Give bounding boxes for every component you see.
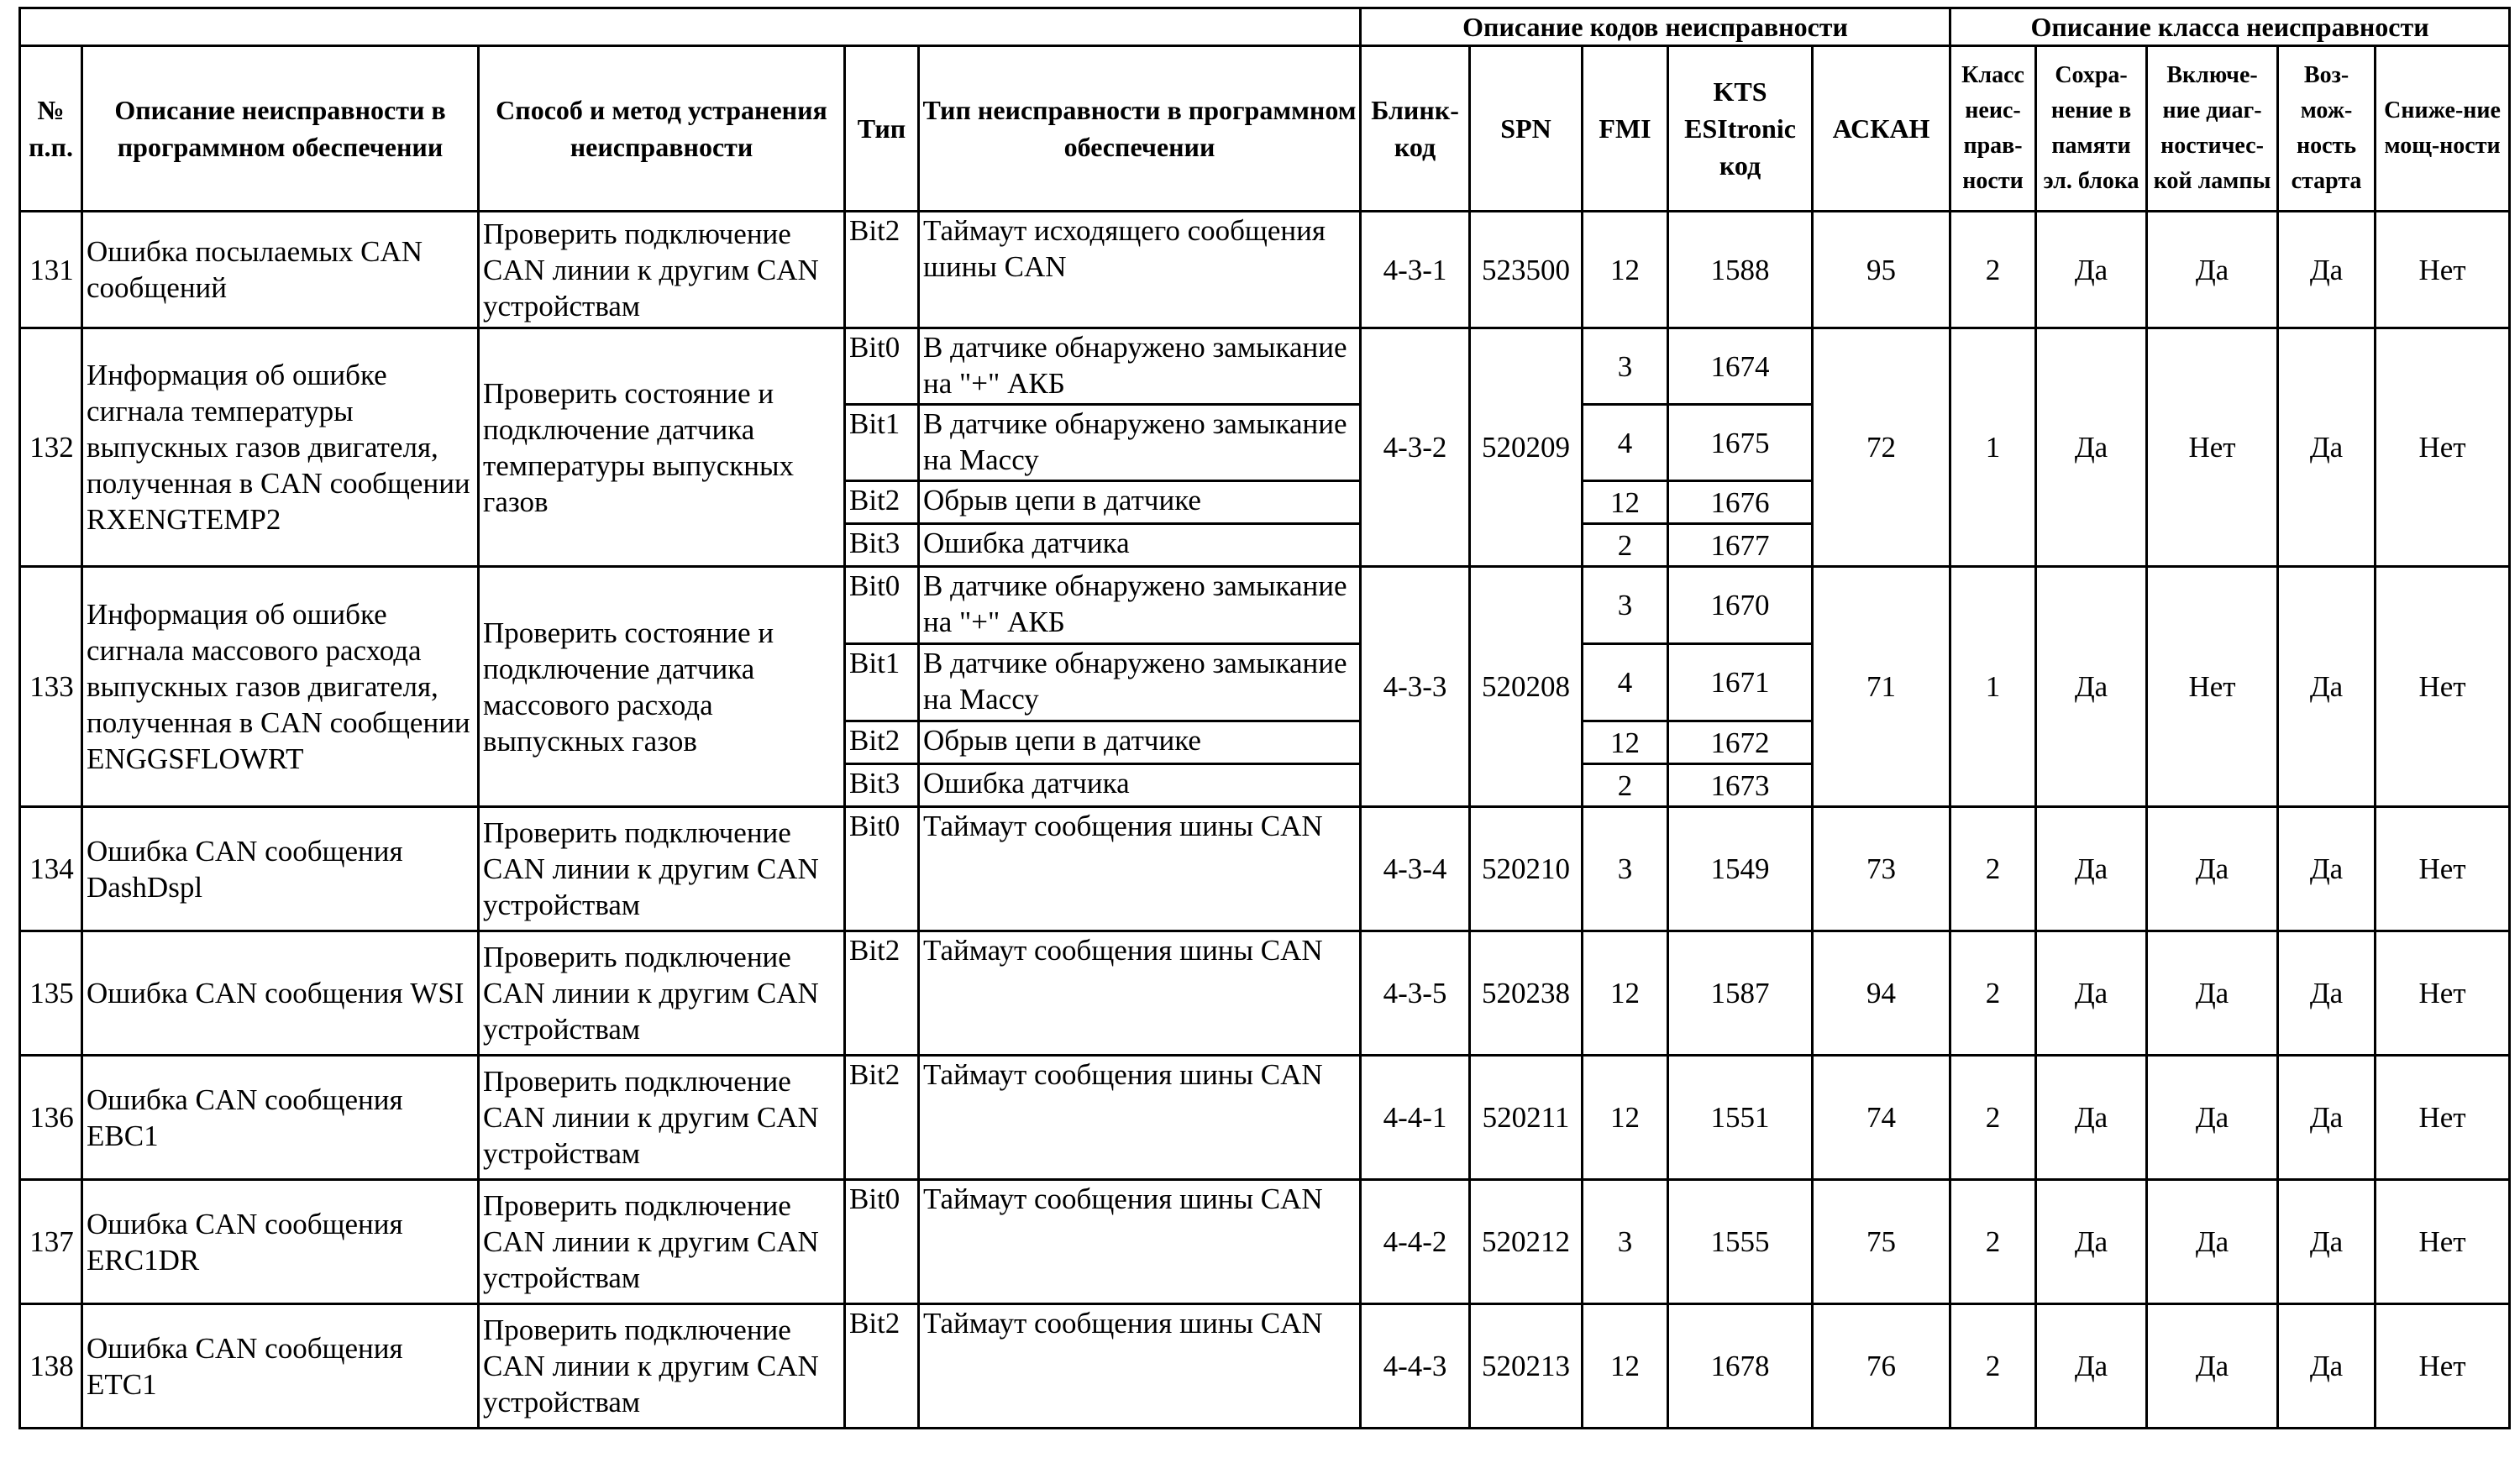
group-header-codes: Описание кодов неисправности <box>1361 8 1950 46</box>
blink-code: 4-3-2 <box>1361 328 1470 567</box>
memory-flag: Да <box>2036 567 2147 807</box>
blink-code: 4-4-1 <box>1361 1056 1470 1180</box>
col-header-start: Воз-мож-ность старта <box>2278 46 2376 212</box>
start-flag: Да <box>2278 1056 2376 1180</box>
fault-type: Таймаут сообщения шины CAN <box>919 1180 1361 1304</box>
col-header-fmi: FMI <box>1583 46 1668 212</box>
power-flag: Нет <box>2376 807 2510 931</box>
row-number: 136 <box>20 1056 82 1180</box>
fault-description: Информация об ошибке сигнала температуры выпускных газов двигателя, полученная в CAN сообщении RXENGTEMP2 <box>82 328 479 567</box>
fault-class: 2 <box>1950 1304 2036 1429</box>
blink-code: 4-3-3 <box>1361 567 1470 807</box>
fix-method: Проверить состояние и подключение датчика температуры выпускных газов <box>479 328 845 567</box>
group-header-empty <box>20 8 1361 46</box>
kts-code: 1555 <box>1668 1180 1813 1304</box>
askan-code: 72 <box>1813 328 1950 567</box>
fault-type: В датчике обнаружено замыкание на "+" АКБ <box>919 328 1361 405</box>
power-flag: Нет <box>2376 1180 2510 1304</box>
start-flag: Да <box>2278 1304 2376 1429</box>
start-flag: Да <box>2278 931 2376 1056</box>
memory-flag: Да <box>2036 328 2147 567</box>
fmi-code: 2 <box>1583 764 1668 807</box>
column-header-row <box>20 46 2510 212</box>
bit-type: Bit3 <box>845 764 919 807</box>
bit-type: Bit0 <box>845 1180 919 1304</box>
fmi-code: 3 <box>1583 1180 1668 1304</box>
askan-code: 94 <box>1813 931 1950 1056</box>
memory-flag: Да <box>2036 807 2147 931</box>
spn-code: 520210 <box>1470 807 1583 931</box>
fault-description: Информация об ошибке сигнала массового расхода выпускных газов двигателя, полученная в CAN сообщении ENGGSFLOWRT <box>82 567 479 807</box>
fault-type: Ошибка датчика <box>919 764 1361 807</box>
memory-flag: Да <box>2036 931 2147 1056</box>
fmi-code: 12 <box>1583 481 1668 524</box>
kts-code: 1587 <box>1668 931 1813 1056</box>
fix-method: Проверить подключение CAN линии к другим CAN устройствам <box>479 807 845 931</box>
fault-type: Таймаут сообщения шины CAN <box>919 1056 1361 1180</box>
col-header-blink: Блинк-код <box>1361 46 1470 212</box>
start-flag: Да <box>2278 212 2376 328</box>
fmi-code: 12 <box>1583 1056 1668 1180</box>
askan-code: 73 <box>1813 807 1950 931</box>
row-number: 132 <box>20 328 82 567</box>
table-row <box>20 1056 2510 1180</box>
fault-type: В датчике обнаружено замыкание на Массу <box>919 644 1361 721</box>
lamp-flag: Да <box>2147 212 2278 328</box>
col-header-num: № п.п. <box>20 46 82 212</box>
askan-code: 75 <box>1813 1180 1950 1304</box>
fmi-code: 3 <box>1583 807 1668 931</box>
lamp-flag: Да <box>2147 807 2278 931</box>
bit-type: Bit2 <box>845 1056 919 1180</box>
start-flag: Да <box>2278 1180 2376 1304</box>
fault-type: Обрыв цепи в датчике <box>919 481 1361 524</box>
lamp-flag: Да <box>2147 931 2278 1056</box>
col-header-lamp: Включе-ние диаг-ностичес-кой лампы <box>2147 46 2278 212</box>
fmi-code: 2 <box>1583 524 1668 567</box>
start-flag: Да <box>2278 328 2376 567</box>
row-number: 137 <box>20 1180 82 1304</box>
fix-method: Проверить подключение CAN линии к другим CAN устройствам <box>479 1056 845 1180</box>
askan-code: 74 <box>1813 1056 1950 1180</box>
col-header-type: Тип <box>845 46 919 212</box>
col-header-askan: АСКАН <box>1813 46 1950 212</box>
fault-type: Обрыв цепи в датчике <box>919 721 1361 764</box>
fault-description: Ошибка CAN сообщения ETC1 <box>82 1304 479 1429</box>
col-header-method: Способ и метод устранения неисправности <box>479 46 845 212</box>
table-row <box>20 1180 2510 1304</box>
col-header-fault-type: Тип неисправности в программном обеспечении <box>919 46 1361 212</box>
fault-description: Ошибка посылаемых CAN сообщений <box>82 212 479 328</box>
kts-code: 1674 <box>1668 328 1813 405</box>
fault-type: Ошибка датчика <box>919 524 1361 567</box>
start-flag: Да <box>2278 807 2376 931</box>
lamp-flag: Нет <box>2147 567 2278 807</box>
bit-type: Bit1 <box>845 405 919 481</box>
fault-class: 2 <box>1950 212 2036 328</box>
power-flag: Нет <box>2376 212 2510 328</box>
col-header-kts: KTS ESItronic код <box>1668 46 1813 212</box>
row-number: 131 <box>20 212 82 328</box>
fault-class: 2 <box>1950 1056 2036 1180</box>
fault-type: Таймаут сообщения шины CAN <box>919 1304 1361 1429</box>
kts-code: 1670 <box>1668 567 1813 644</box>
lamp-flag: Нет <box>2147 328 2278 567</box>
kts-code: 1551 <box>1668 1056 1813 1180</box>
fault-class: 1 <box>1950 567 2036 807</box>
memory-flag: Да <box>2036 1180 2147 1304</box>
fault-class: 2 <box>1950 931 2036 1056</box>
spn-code: 520209 <box>1470 328 1583 567</box>
table-row <box>20 212 2510 328</box>
row-number: 138 <box>20 1304 82 1429</box>
kts-code: 1672 <box>1668 721 1813 764</box>
row-number: 135 <box>20 931 82 1056</box>
fmi-code: 12 <box>1583 931 1668 1056</box>
bit-type: Bit3 <box>845 524 919 567</box>
bit-type: Bit0 <box>845 328 919 405</box>
spn-code: 520238 <box>1470 931 1583 1056</box>
fix-method: Проверить подключение CAN линии к другим CAN устройствам <box>479 1180 845 1304</box>
kts-code: 1675 <box>1668 405 1813 481</box>
spn-code: 520212 <box>1470 1180 1583 1304</box>
power-flag: Нет <box>2376 567 2510 807</box>
blink-code: 4-3-5 <box>1361 931 1470 1056</box>
bit-type: Bit0 <box>845 807 919 931</box>
bit-type: Bit2 <box>845 481 919 524</box>
fmi-code: 12 <box>1583 1304 1668 1429</box>
kts-code: 1549 <box>1668 807 1813 931</box>
fmi-code: 3 <box>1583 328 1668 405</box>
fix-method: Проверить подключение CAN линии к другим CAN устройствам <box>479 1304 845 1429</box>
table-row <box>20 567 2510 644</box>
askan-code: 76 <box>1813 1304 1950 1429</box>
fault-class: 1 <box>1950 328 2036 567</box>
kts-code: 1588 <box>1668 212 1813 328</box>
askan-code: 95 <box>1813 212 1950 328</box>
bit-type: Bit0 <box>845 567 919 644</box>
bit-type: Bit2 <box>845 212 919 328</box>
spn-code: 520211 <box>1470 1056 1583 1180</box>
table-row <box>20 1304 2510 1429</box>
bit-type: Bit2 <box>845 721 919 764</box>
group-header-row <box>20 8 2510 46</box>
bit-type: Bit2 <box>845 1304 919 1429</box>
row-number: 133 <box>20 567 82 807</box>
col-header-memory: Сохра-нение в памяти эл. блока <box>2036 46 2147 212</box>
fault-codes-table <box>18 7 2511 1429</box>
kts-code: 1673 <box>1668 764 1813 807</box>
fault-type: В датчике обнаружено замыкание на Массу <box>919 405 1361 481</box>
fault-description: Ошибка CAN сообщения DashDspl <box>82 807 479 931</box>
fault-class: 2 <box>1950 807 2036 931</box>
fix-method: Проверить состояние и подключение датчика массового расхода выпускных газов <box>479 567 845 807</box>
bit-type: Bit1 <box>845 644 919 721</box>
kts-code: 1671 <box>1668 644 1813 721</box>
fmi-code: 4 <box>1583 405 1668 481</box>
memory-flag: Да <box>2036 1304 2147 1429</box>
memory-flag: Да <box>2036 212 2147 328</box>
fault-description: Ошибка CAN сообщения EBC1 <box>82 1056 479 1180</box>
fault-type: Таймаут сообщения шины CAN <box>919 807 1361 931</box>
fix-method: Проверить подключение CAN линии к другим CAN устройствам <box>479 931 845 1056</box>
blink-code: 4-3-4 <box>1361 807 1470 931</box>
fault-description: Ошибка CAN сообщения WSI <box>82 931 479 1056</box>
lamp-flag: Да <box>2147 1180 2278 1304</box>
row-number: 134 <box>20 807 82 931</box>
fmi-code: 12 <box>1583 721 1668 764</box>
group-header-class: Описание класса неисправности <box>1950 8 2510 46</box>
askan-code: 71 <box>1813 567 1950 807</box>
power-flag: Нет <box>2376 328 2510 567</box>
fault-description: Ошибка CAN сообщения ERC1DR <box>82 1180 479 1304</box>
power-flag: Нет <box>2376 1056 2510 1180</box>
start-flag: Да <box>2278 567 2376 807</box>
fault-type: В датчике обнаружено замыкание на "+" АКБ <box>919 567 1361 644</box>
blink-code: 4-4-2 <box>1361 1180 1470 1304</box>
bit-type: Bit2 <box>845 931 919 1056</box>
kts-code: 1676 <box>1668 481 1813 524</box>
kts-code: 1677 <box>1668 524 1813 567</box>
fmi-code: 12 <box>1583 212 1668 328</box>
fault-type: Таймаут исходящего сообщения шины CAN <box>919 212 1361 328</box>
fmi-code: 3 <box>1583 567 1668 644</box>
col-header-fault-class: Класс неис-прав-ности <box>1950 46 2036 212</box>
fault-type: Таймаут сообщения шины CAN <box>919 931 1361 1056</box>
fmi-code: 4 <box>1583 644 1668 721</box>
blink-code: 4-3-1 <box>1361 212 1470 328</box>
table-row <box>20 931 2510 1056</box>
table-row <box>20 328 2510 405</box>
spn-code: 520208 <box>1470 567 1583 807</box>
power-flag: Нет <box>2376 931 2510 1056</box>
memory-flag: Да <box>2036 1056 2147 1180</box>
table-row <box>20 807 2510 931</box>
spn-code: 523500 <box>1470 212 1583 328</box>
fix-method: Проверить подключение CAN линии к другим CAN устройствам <box>479 212 845 328</box>
blink-code: 4-4-3 <box>1361 1304 1470 1429</box>
col-header-spn: SPN <box>1470 46 1583 212</box>
col-header-power: Сниже-ние мощ-ности <box>2376 46 2510 212</box>
fault-class: 2 <box>1950 1180 2036 1304</box>
lamp-flag: Да <box>2147 1304 2278 1429</box>
spn-code: 520213 <box>1470 1304 1583 1429</box>
kts-code: 1678 <box>1668 1304 1813 1429</box>
power-flag: Нет <box>2376 1304 2510 1429</box>
col-header-description: Описание неисправности в программном обеспечении <box>82 46 479 212</box>
lamp-flag: Да <box>2147 1056 2278 1180</box>
